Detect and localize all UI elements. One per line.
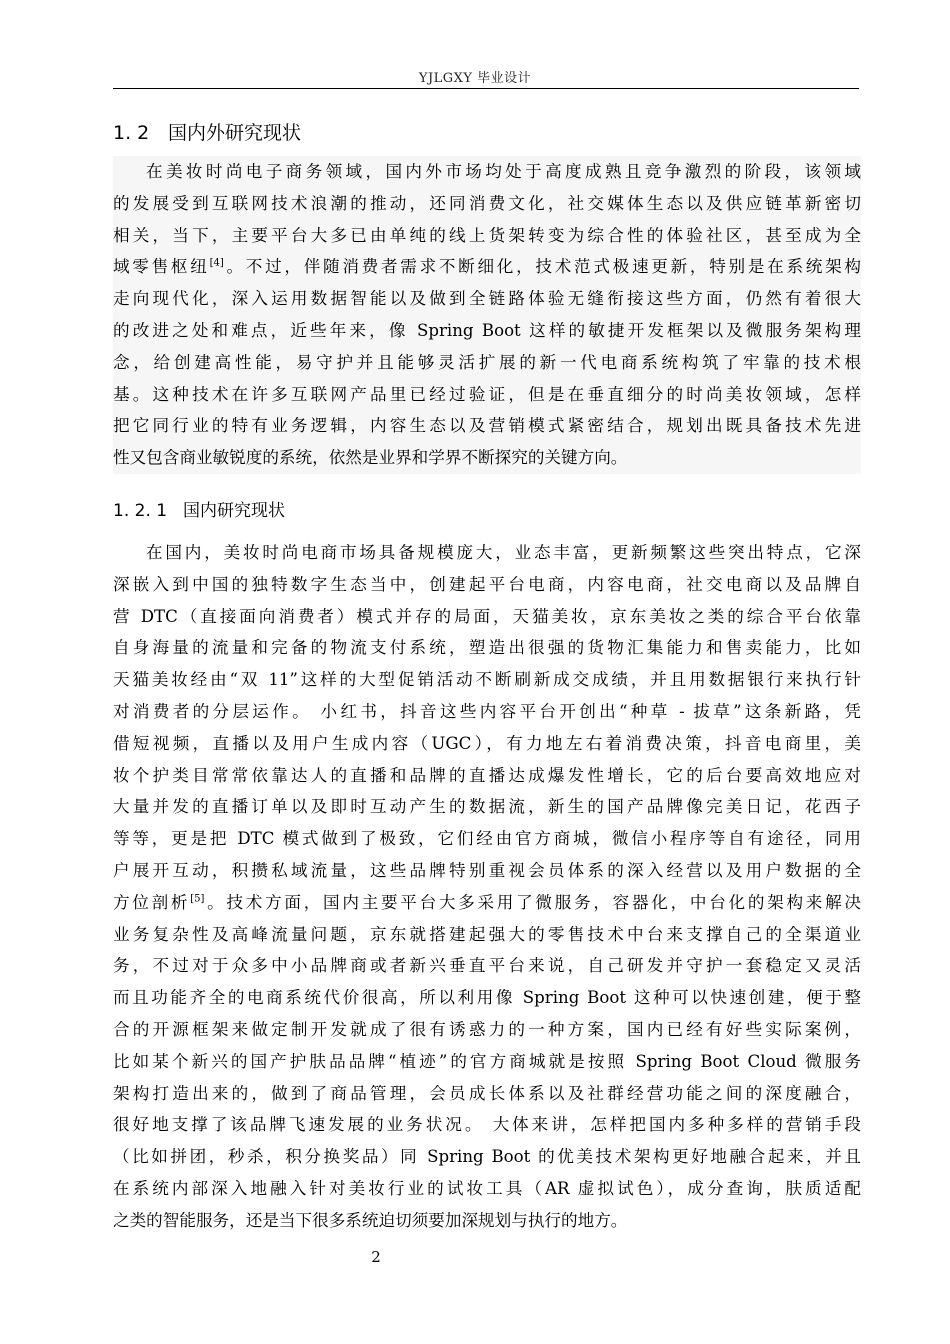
section-number: 1. 2 bbox=[113, 122, 150, 144]
paragraph-line: 等等，更是把 DTC 模式做到了极致，它们经由官方商城，微信小程序等自有途径，同用 bbox=[113, 829, 861, 849]
paragraph-line: 性又包含商业敏锐度的系统，依然是业界和学界不断探究的关键方向。 bbox=[113, 448, 628, 468]
subsection-heading bbox=[113, 496, 285, 521]
paragraph-text: 方位剖析 bbox=[113, 892, 191, 912]
paragraph-line: 把它同行业的特有业务逻辑，内容生态以及营销模式紧密结合，规划出既具备技术先进 bbox=[113, 416, 861, 436]
paragraph-line: 的发展受到互联网技术浪潮的推动，还同消费文化，社交媒体生态以及供应链革新密切 bbox=[113, 193, 861, 213]
subsection-title: 国内研究现状 bbox=[183, 501, 285, 521]
paragraph-line: 相关，当下，主要平台大多已由单纯的线上货架转变为综合性的体验社区，甚至成为全 bbox=[113, 225, 861, 245]
section-heading bbox=[113, 118, 301, 145]
paragraph-line bbox=[113, 251, 861, 283]
paragraph-line: 比如某个新兴的国产护肤品品牌“植迹”的官方商城就是按照 Spring Boot Cloud 微服务 bbox=[113, 1051, 861, 1071]
paragraph-line: 深嵌入到中国的独特数字生态当中，创建起平台电商，内容电商，社交电商以及品牌自 bbox=[113, 574, 861, 594]
section-title: 国内外研究现状 bbox=[168, 122, 302, 144]
paragraph-line: 务，不过对于众多中小品牌商或者新兴垂直平台来说，自己研发并守护一套稳定又灵活 bbox=[113, 956, 861, 976]
paragraph-line: 很好地支撑了该品牌飞速发展的业务状况。 大体来讲，怎样把国内多种多样的营销手段 bbox=[113, 1115, 861, 1135]
subsection-number: 1. 2. 1 bbox=[113, 501, 168, 521]
header-divider bbox=[113, 88, 859, 89]
citation-ref[interactable]: [4] bbox=[209, 257, 224, 269]
paragraph-text: 域零售枢纽 bbox=[113, 257, 210, 277]
paragraph-line: 天猫美妆经由“双 11”这样的大型促销活动不断刷新成交成绩，并且用数据银行来执行针 bbox=[113, 670, 861, 690]
paragraph-line: 借短视频，直播以及用户生成内容（UGC），有力地左右着消费决策，抖音电商里，美 bbox=[113, 733, 861, 753]
paragraph-line: 基。这种技术在许多互联网产品里已经过验证，但是在垂直细分的时尚美妆领域，怎样 bbox=[113, 384, 861, 404]
subsection-paragraph bbox=[113, 537, 861, 1237]
section-paragraph bbox=[113, 156, 861, 474]
paragraph-line: 走向现代化，深入运用数据智能以及做到全链路体验无缝衔接这些方面，仍然有着很大 bbox=[113, 289, 861, 309]
paragraph-text: 。不过，伴随消费者需求不断细化，技术范式极速更新，特别是在系统架构 bbox=[223, 257, 862, 277]
paragraph-line: （比如拼团，秒杀，积分换奖品）同 Spring Boot 的优美技术架构更好地融合起来，并且 bbox=[113, 1147, 861, 1167]
paragraph-line: 大量并发的直播订单以及即时互动产生的数据流，新生的国产品牌像完美日记，花西子 bbox=[113, 797, 861, 817]
paragraph-line: 在美妆时尚电子商务领域，国内外市场均处于高度成熟且竞争激烈的阶段，该领域 bbox=[146, 162, 861, 181]
paragraph-line: 在国内，美妆时尚电商市场具备规模庞大，业态丰富，更新频繁这些突出特点，它深 bbox=[146, 543, 861, 562]
paragraph-line: 的改进之处和难点，近些年来，像 Spring Boot 这样的敏捷开发框架以及微服务架构理 bbox=[113, 320, 861, 340]
paragraph-line: 在系统内部深入地融入针对美妆行业的试妆工具（AR 虚拟试色），成分查询，肤质适配 bbox=[113, 1178, 861, 1198]
paragraph-line: 业务复杂性及高峰流量问题，京东就搭建起强大的零售技术中台来支撑自己的全渠道业 bbox=[113, 924, 861, 944]
paragraph-line: 之类的智能服务，还是当下很多系统迫切须要加深规划与执行的地方。 bbox=[113, 1210, 628, 1230]
paragraph-line: 自身海量的流量和完备的物流支付系统，塑造出很强的货物汇集能力和售卖能力，比如 bbox=[113, 638, 861, 658]
page-number: 2 bbox=[371, 1248, 381, 1266]
paragraph-line: 念，给创建高性能，易守护并且能够灵活扩展的新一代电商系统构筑了牢靠的技术根 bbox=[113, 352, 861, 372]
paragraph-line: 合的开源框架来做定制开发就成了很有诱惑力的一种方案，国内已经有好些实际案例， bbox=[113, 1019, 861, 1039]
citation-ref[interactable]: [5] bbox=[190, 893, 205, 905]
paragraph-line: 户展开互动，积攒私域流量，这些品牌特别重视会员体系的深入经营以及用户数据的全 bbox=[113, 860, 861, 880]
paragraph-line: 架构打造出来的，做到了商品管理，会员成长体系以及社群经营功能之间的深度融合， bbox=[113, 1083, 861, 1103]
paragraph-line: 对消费者的分层运作。 小红书，抖音这些内容平台开创出“种草 - 拔草”这条新路，凭 bbox=[113, 701, 861, 721]
paragraph-line: 营 DTC（直接面向消费者）模式并存的局面，天猫美妆，京东美妆之类的综合平台依靠 bbox=[113, 606, 861, 626]
paragraph-line: 而且功能齐全的电商系统代价很高，所以利用像 Spring Boot 这种可以快速创建，便于整 bbox=[113, 988, 861, 1008]
paragraph-line: 妆个护类目常常依靠达人的直播和品牌的直播达成爆发性增长，它的后台要高效地应对 bbox=[113, 765, 861, 785]
paragraph-text: 。技术方面，国内主要平台大多采用了微服务，容器化，中台化的架构来解决 bbox=[204, 892, 862, 912]
paragraph-line bbox=[113, 887, 861, 919]
header-title: YJLGXY 毕业设计 bbox=[418, 71, 532, 86]
